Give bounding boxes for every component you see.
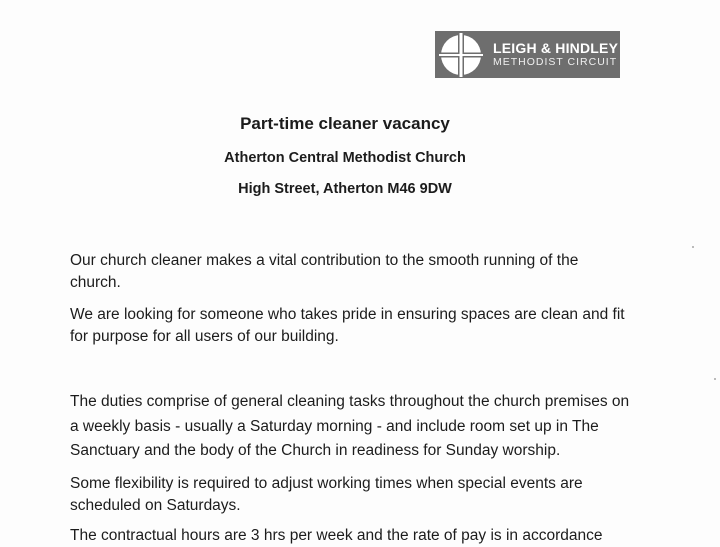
paragraph-flexibility: Some flexibility is required to adjust working times when special events are scheduled on Saturdays. [70, 475, 583, 514]
scan-speck [714, 378, 716, 380]
paragraph-intro: Our church cleaner makes a vital contribution to the smooth running of the church. [70, 252, 579, 291]
scan-speck [692, 246, 694, 248]
page-title: Part-time cleaner vacancy [240, 114, 450, 133]
church-name: Atherton Central Methodist Church [224, 150, 466, 166]
paragraph-duties: The duties comprise of general cleaning tasks throughout the church premises on a weekly basis - usually a Saturday morning - and include room set up in The Sanctuary and the body of the Church in readiness for Sunday worship. [70, 393, 630, 459]
logo-title: LEIGH & HINDLEY [493, 40, 619, 57]
logo-subtitle: METHODIST CIRCUIT [493, 56, 618, 69]
paragraph-looking-for: We are looking for someone who takes pride in ensuring spaces are clean and fit for purpose for all users of our building. [70, 306, 625, 345]
paragraph-hours-pay: The contractual hours are 3 hrs per week and the rate of pay is in accordance [70, 527, 603, 544]
church-address: High Street, Atherton M46 9DW [238, 181, 452, 197]
methodist-cross-globe-icon [435, 31, 485, 78]
circuit-logo [435, 31, 620, 78]
